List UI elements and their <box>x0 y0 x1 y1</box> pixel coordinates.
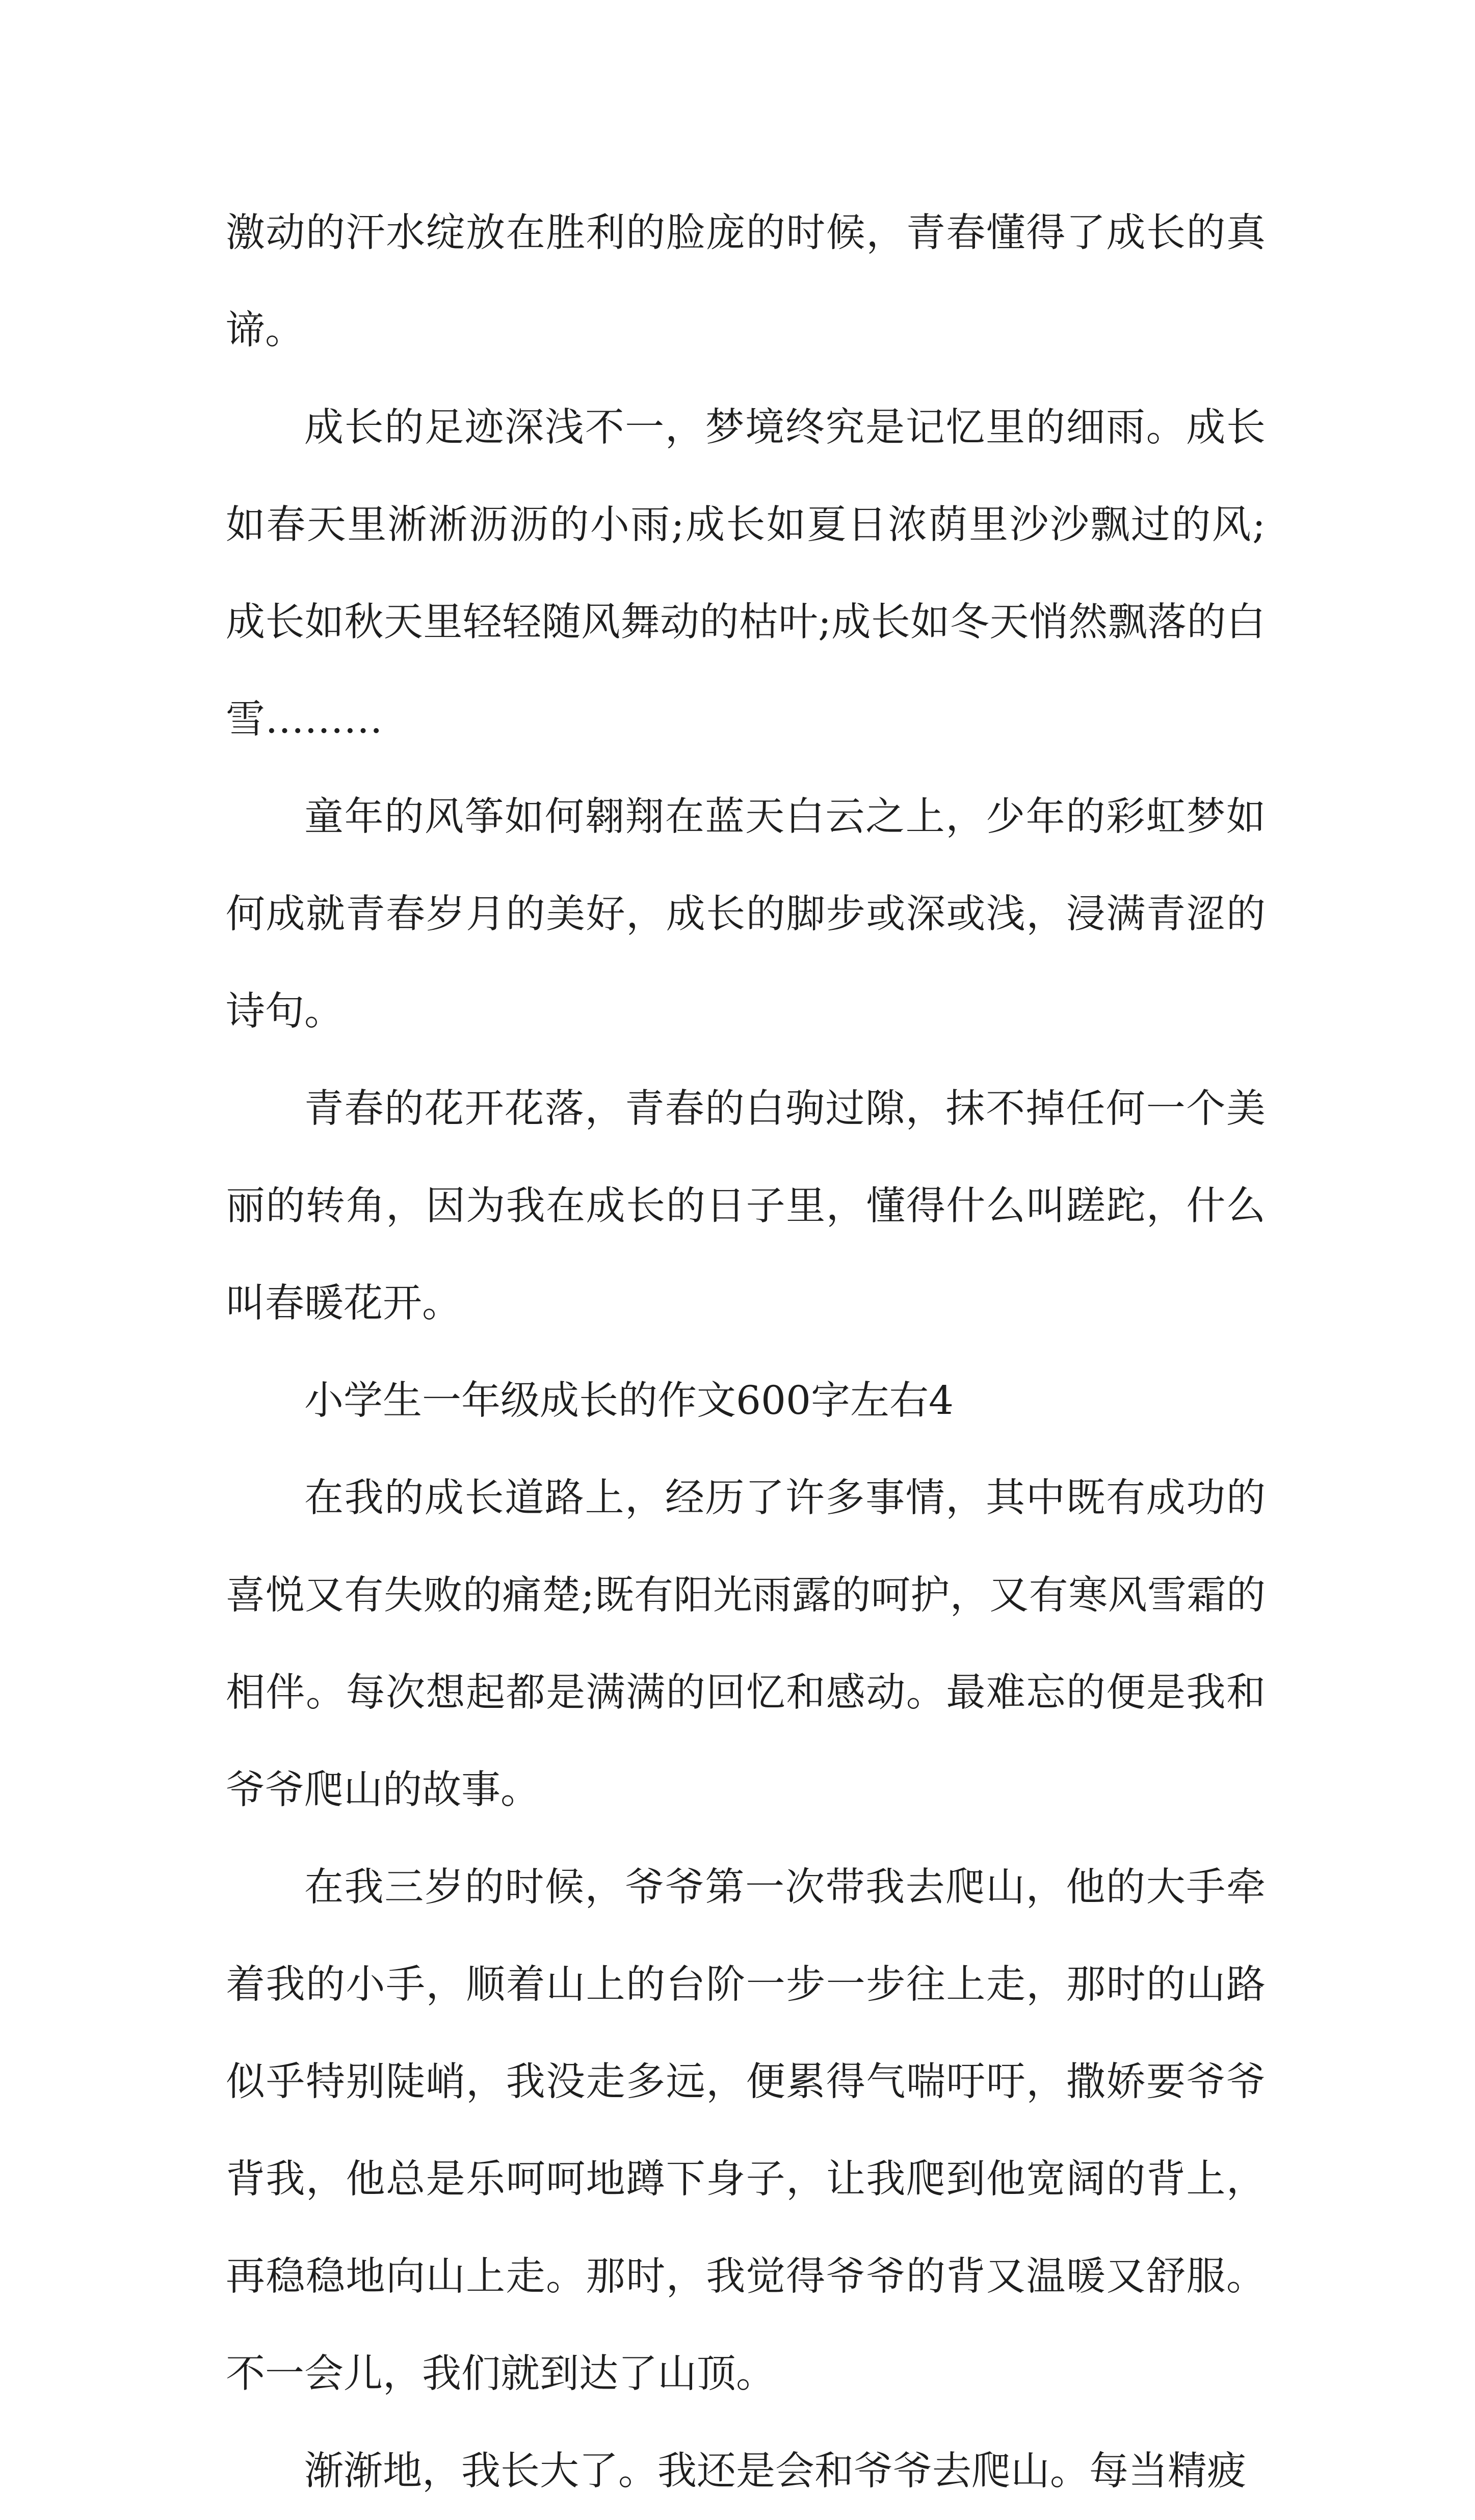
paragraph-youth-flowers: 青春的花开花落，青春的白驹过隙，抹不掉任何一个美丽的转角，因为我在成长的日子里，懂得什么叫蹉跎，什么叫春暖花开。 <box>226 1086 1266 1326</box>
document-body <box>226 184 1266 2520</box>
section-heading: 小学生一年级成长的作文600字左右4 <box>304 1378 954 1424</box>
paragraph-growth-road: 在我的成长道路上，经历了许多事情，其中既有成功的喜悦又有失败的痛楚;既有阳光雨露的呵护，又有寒风雪霜的相伴。每次想起都是满满的回忆和感动。最难忘的便是我和爷爷爬山的故事。 <box>226 1476 1266 1813</box>
paragraph-climbing-age-three: 在我三岁的时候，爷爷第一次带我去爬山，他的大手牵着我的小手，顺着山上的台阶一步一步往上走，那时的山路似乎特别陡峭，我没走多远，便累得气喘吁吁，撒娇要爷爷背我，他总是乐呵呵地蹲下身子，让我爬到他宽阔的背上，再稳稳地向山上走。那时，我觉得爷爷的背又温暖又舒服。不一会儿，我们就到达了山顶。 <box>226 1865 1266 2397</box>
paragraph-growth-footprints: 成长的足迹深浅不一，梦境终究是记忆里的细雨。成长如春天里淅淅沥沥的小雨;成长如夏日浓荫里沙沙飘过的风;成长如秋天里轻轻随风舞动的枯叶;成长如冬天悄然飘落的白雪……… <box>226 405 1266 742</box>
paragraph-continuation: 激动的汗水绽放在胜利的脸庞的时候，青春懂得了成长的真谛。 <box>226 210 1266 353</box>
paragraph-grew-up: 渐渐地，我长大了。我还是会和爷爷去爬山。每当精疲 <box>304 2449 1246 2494</box>
paragraph-childhood-kite: 童年的风筝如何翱翔在蓝天白云之上，少年的彩虹梦如何成就青春岁月的美好，成长的脚步或深或浅，浸满青涩的诗句。 <box>226 794 1266 1034</box>
